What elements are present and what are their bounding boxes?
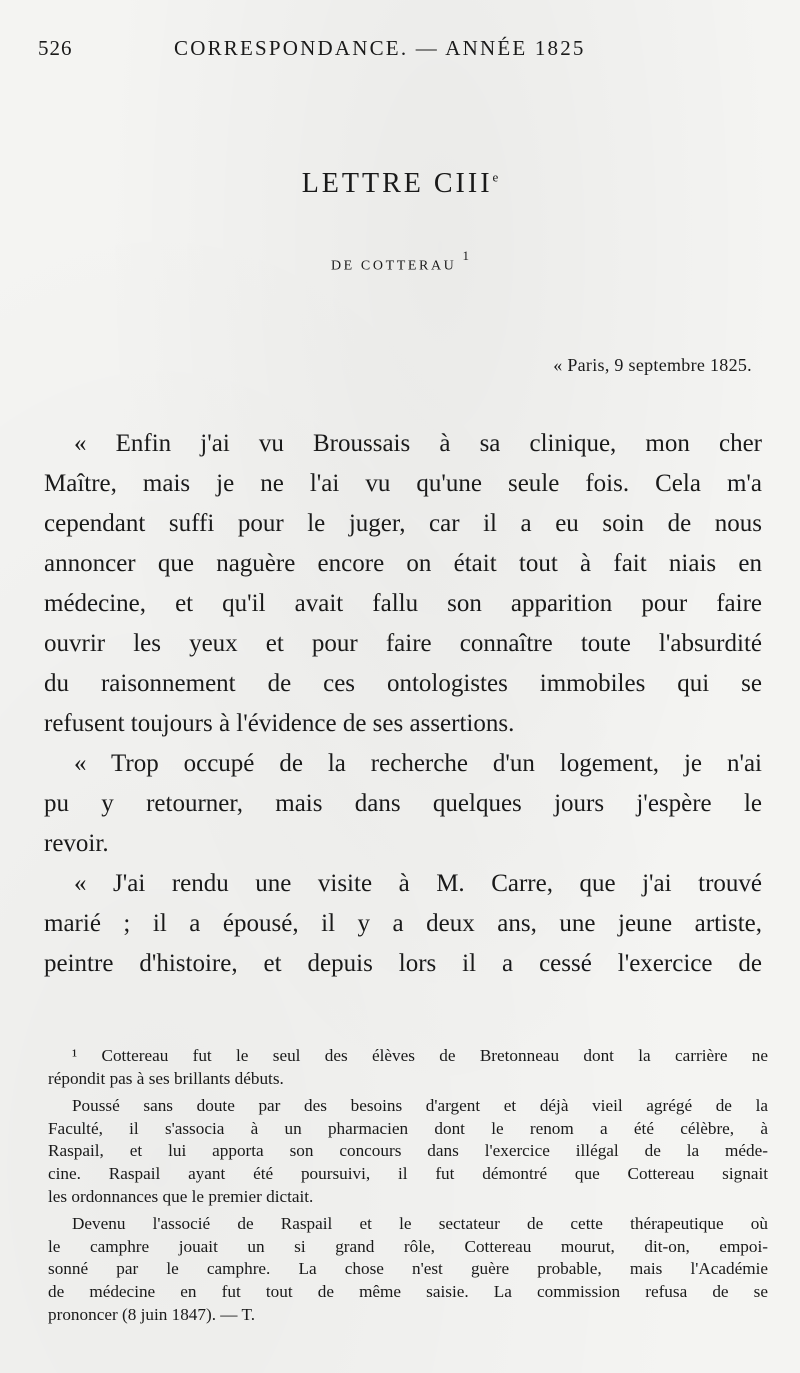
footnote-line: répondit pas à ses brillants débuts.	[48, 1068, 284, 1088]
letter-body	[44, 424, 762, 984]
letter-title-text: LETTRE CIII	[301, 168, 493, 199]
letter-sender-text: DE COTTERAU	[330, 258, 457, 274]
page-number: 526	[38, 36, 73, 60]
letter-title-superscript: e	[492, 169, 499, 185]
footnote-line: prononcer (8 juin 1847). — T.	[48, 1304, 256, 1324]
body-line: pu y retourner, mais dans quelques jours j'espère le	[44, 790, 762, 817]
body-line: marié ; il a épousé, il y a deux ans, une jeune artiste,	[44, 910, 762, 937]
body-line: ouvrir les yeux et pour faire connaître toute l'absurdité	[44, 630, 762, 657]
running-head: CORRESPONDANCE. — ANNÉE 1825	[174, 36, 586, 60]
footnote-line: Raspail, et lui apporta son concours dans l'exercice illégal de la méde-	[48, 1141, 768, 1161]
footnote-line: le camphre jouait un si grand rôle, Cottereau mourut, dit-on, empoi-	[48, 1236, 768, 1256]
footnote-line: cine. Raspail ayant été poursuivi, il fut démontré que Cottereau signait	[48, 1163, 768, 1183]
body-line: annoncer que naguère encore on était tout à fait niais en	[44, 550, 762, 577]
footnote-line: les ordonnances que le premier dictait.	[48, 1186, 314, 1206]
footnote-line: Faculté, il s'associa à un pharmacien dont le renom a été célèbre, à	[48, 1118, 768, 1138]
page-header	[38, 36, 768, 66]
body-line: « Trop occupé de la recherche d'un logement, je n'ai	[74, 750, 762, 777]
body-line: peintre d'histoire, et depuis lors il a cessé l'exercice de	[44, 950, 762, 977]
body-line: Maître, mais je ne l'ai vu qu'une seule fois. Cela m'a	[44, 470, 762, 497]
footnote-line: de médecine en fut tout de même saisie. La commission refusa de se	[48, 1281, 768, 1301]
body-line: revoir.	[44, 830, 109, 857]
footnote-marker: 1	[462, 248, 470, 263]
body-line: du raisonnement de ces ontologistes immobiles qui se	[44, 670, 762, 697]
letter-sender	[0, 248, 800, 275]
body-line: « Enfin j'ai vu Broussais à sa clinique, mon cher	[74, 430, 762, 457]
footnote-line: sonné par le camphre. La chose n'est guère probable, mais l'Académie	[48, 1259, 768, 1279]
body-line: refusent toujours à l'évidence de ses assertions.	[44, 710, 515, 737]
letter-dateline: « Paris, 9 septembre 1825.	[553, 355, 752, 375]
footnote-line: ¹ Cottereau fut le seul des élèves de Bretonneau dont la carrière ne	[72, 1046, 768, 1065]
footnotes	[48, 1045, 768, 1326]
letter-title	[0, 168, 800, 200]
footnote-line: Devenu l'associé de Raspail et le sectateur de cette thérapeutique où	[72, 1214, 768, 1234]
body-line: médecine, et qu'il avait fallu son apparition pour faire	[44, 590, 762, 617]
body-line: « J'ai rendu une visite à M. Carre, que j'ai trouvé	[74, 870, 762, 897]
footnote-line: Poussé sans doute par des besoins d'argent et déjà vieil agrégé de la	[72, 1096, 768, 1116]
body-line: cependant suffi pour le juger, car il a eu soin de nous	[44, 510, 762, 537]
